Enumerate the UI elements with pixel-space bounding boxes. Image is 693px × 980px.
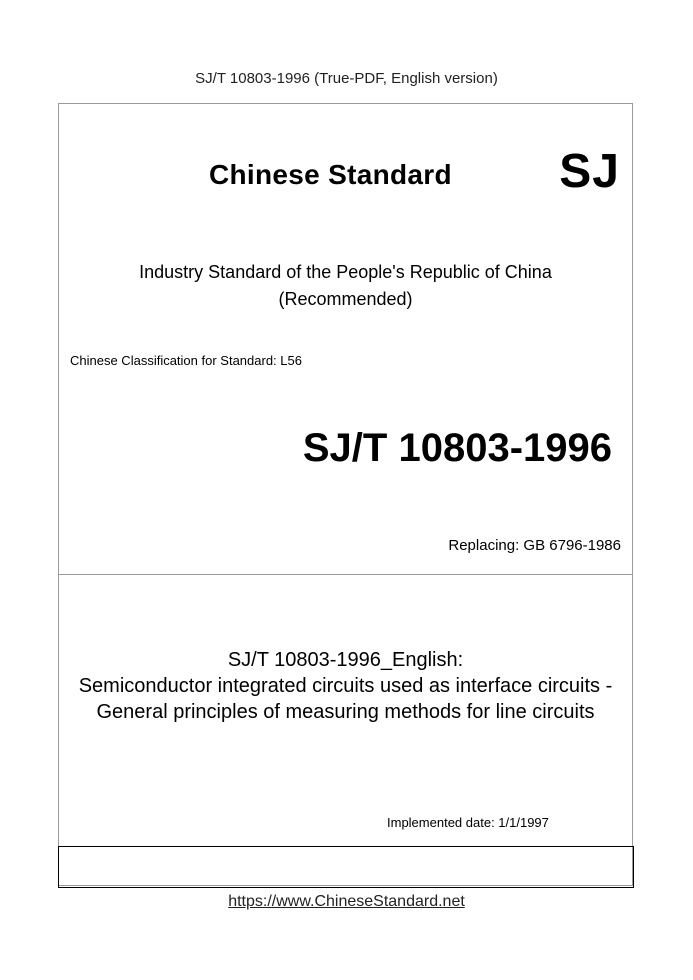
replacing-label: Replacing: GB 6796-1986 xyxy=(448,537,621,554)
title-line-3: General principles of measuring methods for line circuits xyxy=(96,701,595,723)
cover-title-section xyxy=(59,575,632,846)
industry-line-1: Industry Standard of the People's Republic of China xyxy=(139,262,552,282)
cover-top-section xyxy=(59,104,632,575)
title-line-2: Semiconductor integrated circuits used as interface circuits - xyxy=(78,675,613,697)
standard-number: SJ/T 10803-1996 xyxy=(302,426,612,470)
website-link[interactable]: https://www.ChineseStandard.net xyxy=(228,893,465,910)
industry-standard-block xyxy=(59,259,632,313)
implemented-date: Implemented date: 1/1/1997 xyxy=(387,815,549,830)
standard-heading: Chinese Standard xyxy=(209,159,452,190)
cover-bottom-box xyxy=(58,846,634,888)
cover-frame xyxy=(58,103,633,886)
industry-line-2: (Recommended) xyxy=(278,289,413,309)
title-line-1: SJ/T 10803-1996_English: xyxy=(227,649,464,671)
document-title xyxy=(59,647,632,725)
classification-label: Chinese Classification for Standard: L56 xyxy=(70,353,302,368)
sj-logo: SJ xyxy=(559,145,620,198)
document-header: SJ/T 10803-1996 (True-PDF, English version) xyxy=(195,70,498,87)
